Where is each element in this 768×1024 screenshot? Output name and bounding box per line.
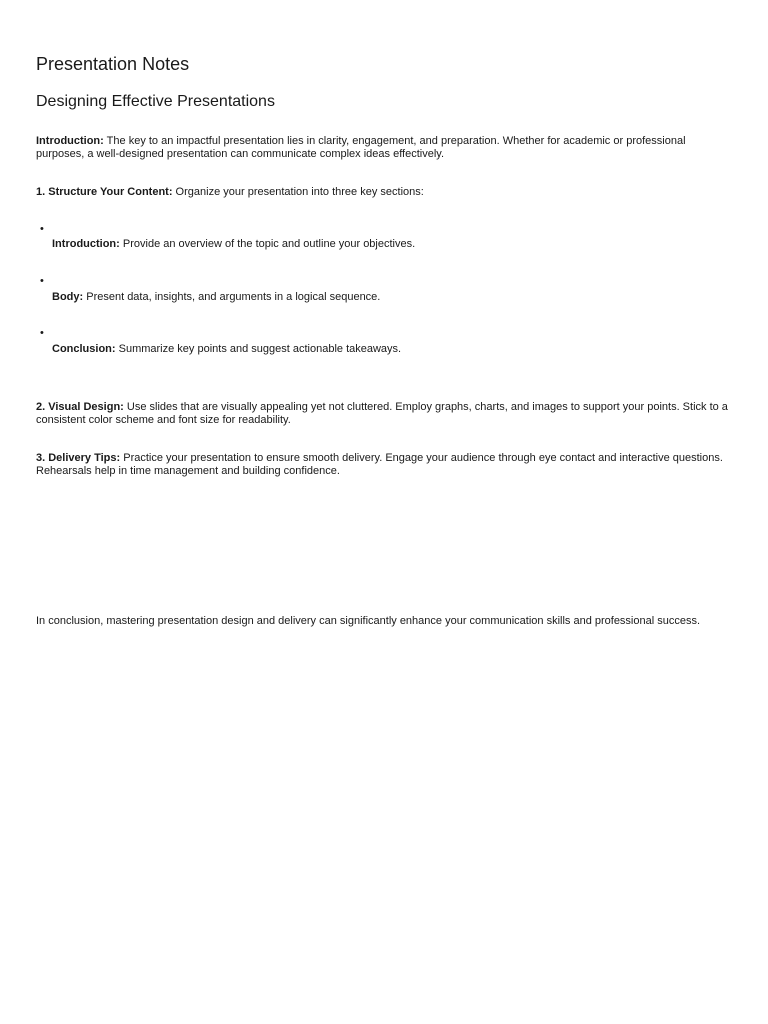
intro-label: Introduction: [36,135,104,147]
delivery-tips-paragraph [36,452,732,478]
delivery-tips-label: 3. Delivery Tips: [36,452,121,464]
bullet-marker: • [40,327,44,339]
bullet-marker: • [40,275,44,287]
document-title: Presentation Notes [36,54,190,74]
bullet-marker: • [40,223,44,235]
list-item [52,343,732,356]
structure-label: 1. Structure Your Content: [36,186,173,198]
bullet-text: Summarize key points and suggest actionable takeaways. [115,343,402,355]
conclusion-paragraph: In conclusion, mastering presentation design and delivery can significantly enhance your communication skills and professional success. [36,615,701,627]
visual-design-paragraph [36,401,732,427]
list-item [52,238,732,251]
bullet-label: Conclusion: [52,343,116,355]
list-item [52,291,732,304]
bullet-label: Body: [52,291,84,303]
delivery-tips-text: Practice your presentation to ensure smooth delivery. Engage your audience through eye contact and interactive questions. Rehearsals help in time management and building confidence. [36,452,723,477]
visual-design-text: Use slides that are visually appealing yet not cluttered. Employ graphs, charts, and images to support your points. Stick to a consistent color scheme and font size for readability. [36,401,728,426]
bullet-text: Provide an overview of the topic and outline your objectives. [119,238,416,250]
intro-text: The key to an impactful presentation lies in clarity, engagement, and preparation. Whether for academic or professional purposes, a well-designed presentation can communicate complex ideas effectively. [36,135,686,160]
intro-paragraph [36,135,732,161]
bullet-label: Introduction: [52,238,120,250]
bullet-text: Present data, insights, and arguments in a logical sequence. [83,291,381,303]
structure-paragraph [36,186,732,199]
structure-text: Organize your presentation into three key sections: [172,186,424,198]
visual-design-label: 2. Visual Design: [36,401,124,413]
document-subtitle: Designing Effective Presentations [36,93,275,110]
